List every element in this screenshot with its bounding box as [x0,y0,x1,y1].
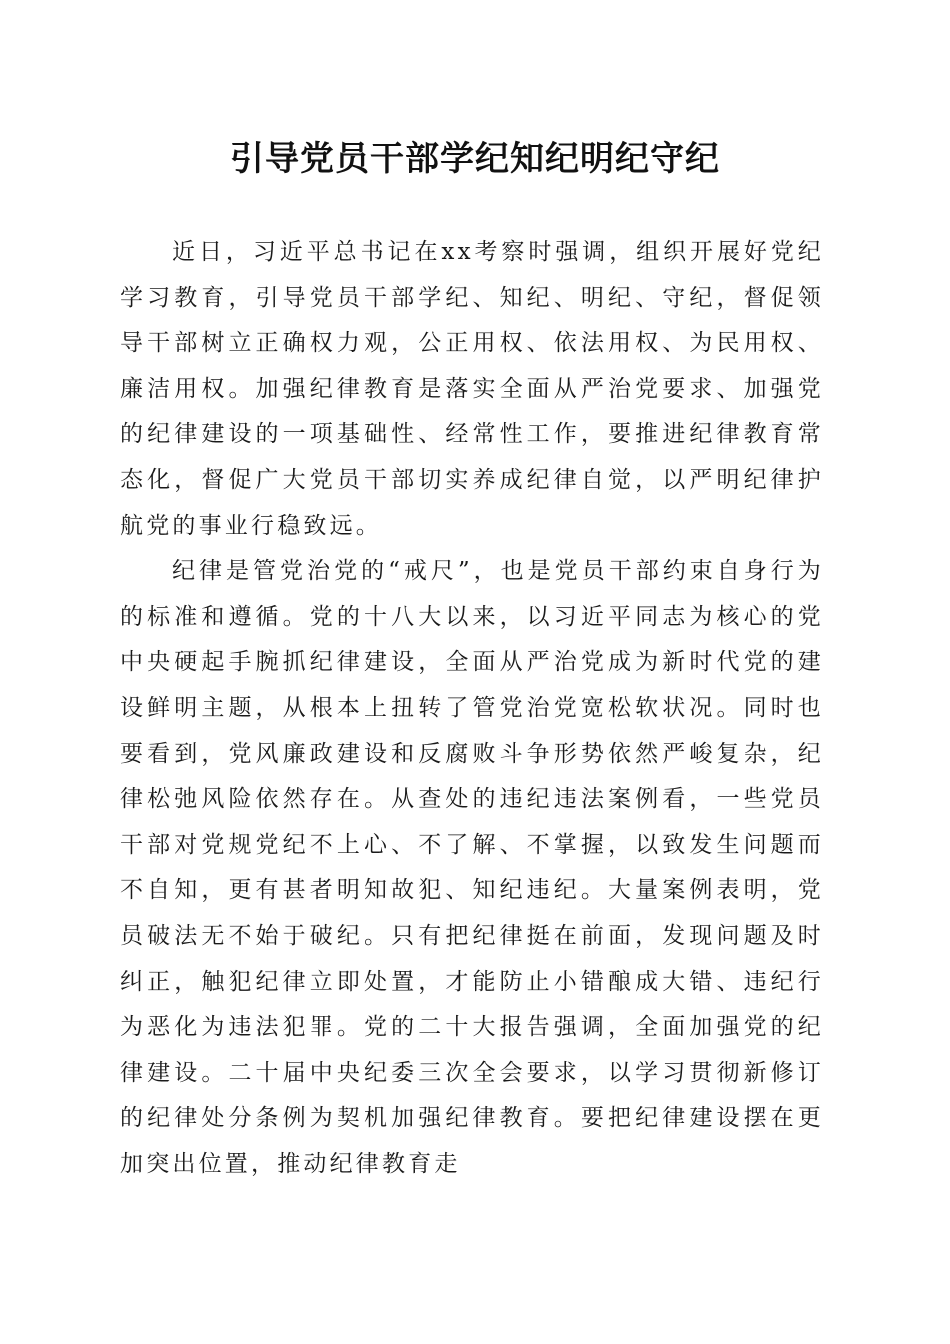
paragraph-2: 纪律是管党治党的“戒尺”，也是党员干部约束自身行为的标准和遵循。党的十八大以来，以习近平同志为核心的党中央硬起手腕抓纪律建设，全面从严治党成为新时代党的建设鲜明主题，从根本上扭转了管党治党宽松软状况。同时也要看到，党风廉政建设和反腐败斗争形势依然严峻复杂，纪律松弛风险依然存在。从查处的违纪违法案例看，一些党员干部对党规党纪不上心、不了解、不掌握，以致发生问题而不自知，更有甚者明知故犯、知纪违纪。大量案例表明，党员破法无不始于破纪。只有把纪律挺在前面，发现问题及时纠正，触犯纪律立即处置，才能防止小错酿成大错、违纪行为恶化为违法犯罪。党的二十大报告强调，全面加强党的纪律建设。二十届中央纪委三次全会要求，以学习贯彻新修订的纪律处分条例为契机加强纪律教育。要把纪律建设摆在更加突出位置，推动纪律教育走 [120,558,824,1177]
document-title: 引导党员干部学纪知纪明纪守纪 [230,139,720,179]
paragraph-1: 近日，习近平总书记在xx考察时强调，组织开展好党纪学习教育，引导党员干部学纪、知纪、明纪、守纪，督促领导干部树立正确权力观，公正用权、依法用权、为民用权、廉洁用权。加强纪律教育是落实全面从严治党要求、加强党的纪律建设的一项基础性、经常性工作，要推进纪律教育常态化，督促广大党员干部切实养成纪律自觉，以严明纪律护航党的事业行稳致远。 [120,239,824,539]
document-body [120,230,824,1187]
